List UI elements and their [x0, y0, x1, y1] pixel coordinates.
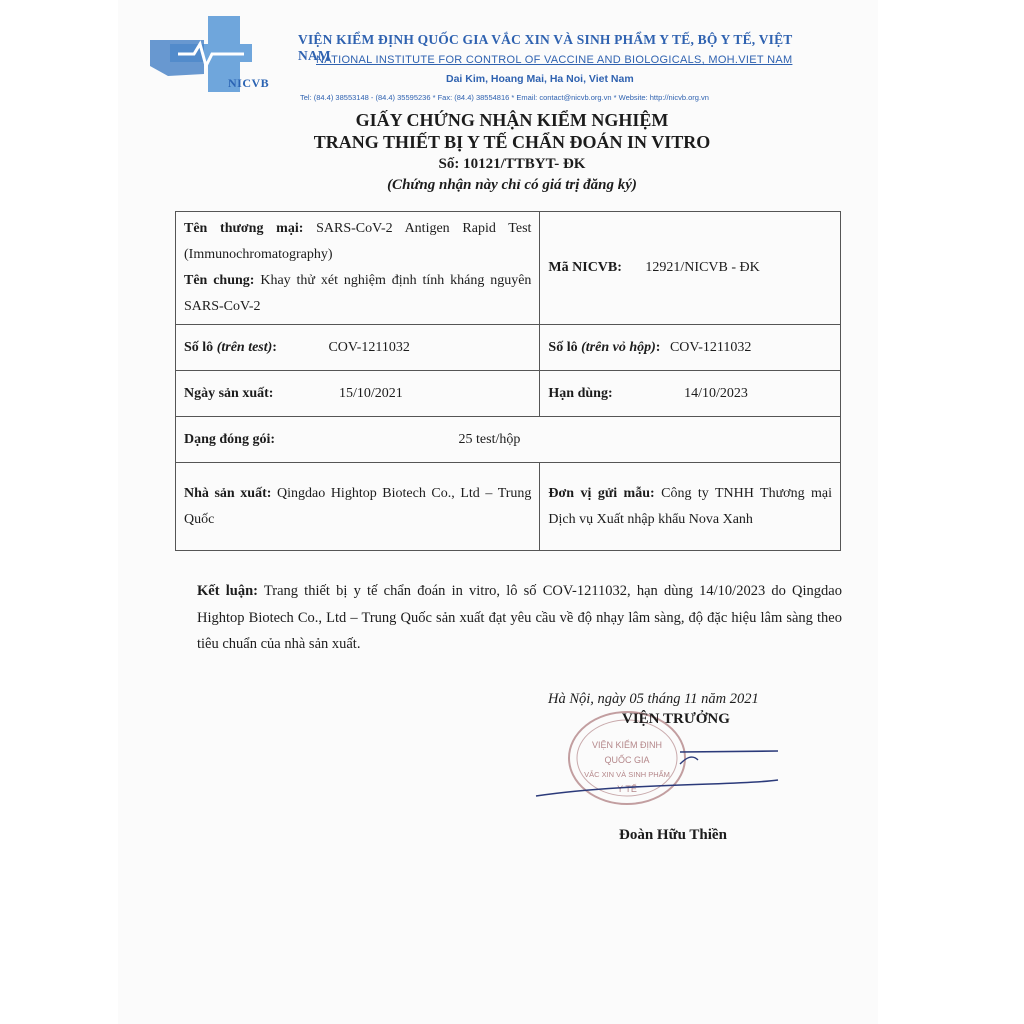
- product-info-table: [175, 211, 841, 551]
- lot-test-cell: Số lô (trên test): COV-1211032: [176, 325, 540, 371]
- trade-name-value: SARS-CoV-2 Antigen Rapid Test (Immunochromatography): [184, 221, 532, 262]
- stamp-line-3: VẮC XIN VÀ SINH PHẨM: [584, 770, 670, 779]
- expiry-label: Hạn dùng:: [548, 385, 613, 401]
- packaging-value: 25 test/hộp: [458, 431, 521, 447]
- lot-test-label: Số lô: [184, 339, 217, 355]
- handwritten-signature-icon: [530, 740, 790, 800]
- common-name-label: Tên chung:: [184, 273, 255, 288]
- certificate-number: Số: 10121/TTBYT- ĐK: [438, 156, 586, 172]
- lot-box-label: Số lô: [548, 339, 582, 355]
- lot-box-value: COV-1211032: [669, 339, 752, 355]
- lot-test-value: COV-1211032: [328, 339, 410, 355]
- sender-value: Công ty TNHH Thương mại Dịch vụ Xuất nhập khẩu Nova Xanh: [548, 485, 832, 527]
- conclusion-text: Trang thiết bị y tế chẩn đoán in vitro, lô số COV-1211032, hạn dùng 14/10/2023 do Qingdao Hightop Biotech Co., Ltd – Trung Quốc sản xuất đạt yêu cầu về độ nhạy lâm sàng, độ đặc hiệu lâm sàng theo tiêu chuẩn của nhà sản xuất.: [197, 583, 842, 652]
- certificate-subtitle: TRANG THIẾT BỊ Y TẾ CHẨN ĐOÁN IN VITRO: [313, 132, 711, 152]
- common-name-value: Khay thử xét nghiệm định tính kháng nguyên SARS-CoV-2: [184, 273, 532, 314]
- product-names-cell: [176, 212, 540, 325]
- institute-name-en: NATIONAL INSTITUTE FOR CONTROL OF VACCINE AND BIOLOGICALS, MOH.VIET NAM: [316, 54, 793, 66]
- expiry-value: 14/10/2023: [684, 385, 748, 401]
- manufacturer-cell: [176, 463, 540, 551]
- mfg-date-value: 15/10/2021: [338, 385, 403, 401]
- mfg-date-cell: [176, 371, 540, 417]
- stamp-line-1: VIỆN KIỂM ĐỊNH: [591, 740, 663, 750]
- place-date: Hà Nội, ngày 05 tháng 11 năm 2021: [548, 691, 759, 707]
- packaging-label: Dạng đóng gói:: [184, 431, 276, 447]
- expiry-cell: [540, 371, 841, 417]
- lot-box-label-italic: (trên vỏ hộp): [581, 339, 656, 355]
- lot-test-label-italic: (trên test): [216, 339, 273, 355]
- logo-text: NICVB: [228, 76, 270, 90]
- table-row: [176, 325, 841, 371]
- table-row: [176, 417, 841, 463]
- institute-name-vn: VIỆN KIỂM ĐỊNH QUỐC GIA VẮC XIN VÀ SINH PHẨM Y TẾ, BỘ Y TẾ, VIỆT NAM: [298, 32, 793, 63]
- manufacturer-value: Qingdao Hightop Biotech Co., Ltd – Trung Quốc: [184, 485, 532, 527]
- certificate-title: GIẤY CHỨNG NHẬN KIỂM NGHIỆM: [355, 110, 669, 130]
- nicvb-code-cell: [540, 212, 841, 325]
- nicvb-code-label: Mã NICVB:: [548, 260, 622, 275]
- table-row: [176, 463, 841, 551]
- stamp-line-2: QUỐC GIA: [604, 755, 650, 765]
- institute-address: Dai Kim, Hoang Mai, Ha Noi, Viet Nam: [446, 73, 634, 85]
- nicvb-code-value: 12921/NICVB - ĐK: [645, 260, 760, 275]
- sender-label: Đơn vị gửi mẫu:: [548, 485, 655, 501]
- director-title: VIỆN TRƯỞNG: [622, 711, 730, 727]
- table-row: [176, 212, 841, 325]
- manufacturer-label: Nhà sản xuất:: [184, 485, 272, 501]
- conclusion-paragraph: [197, 578, 842, 658]
- certificate-note: (Chứng nhận này chỉ có giá trị đăng ký): [387, 177, 637, 193]
- mfg-date-label: Ngày sản xuất:: [184, 385, 274, 401]
- packaging-cell: [176, 417, 841, 463]
- stamp-line-4: Y TẾ: [617, 784, 637, 794]
- institute-contact: Tel: (84.4) 38553148 - (84.4) 35595236 * Fax: (84.4) 38554816 * Email: contact@nicvb.org.vn * Website: http://nicvb.org.vn: [300, 93, 709, 102]
- conclusion-label: Kết luận:: [197, 583, 258, 599]
- sender-cell: [540, 463, 841, 551]
- table-row: [176, 371, 841, 417]
- lot-box-cell: Số lô (trên vỏ hộp): COV-1211032: [540, 325, 841, 371]
- signer-name: Đoàn Hữu Thiền: [619, 827, 727, 843]
- trade-name-label: Tên thương mại:: [184, 221, 304, 236]
